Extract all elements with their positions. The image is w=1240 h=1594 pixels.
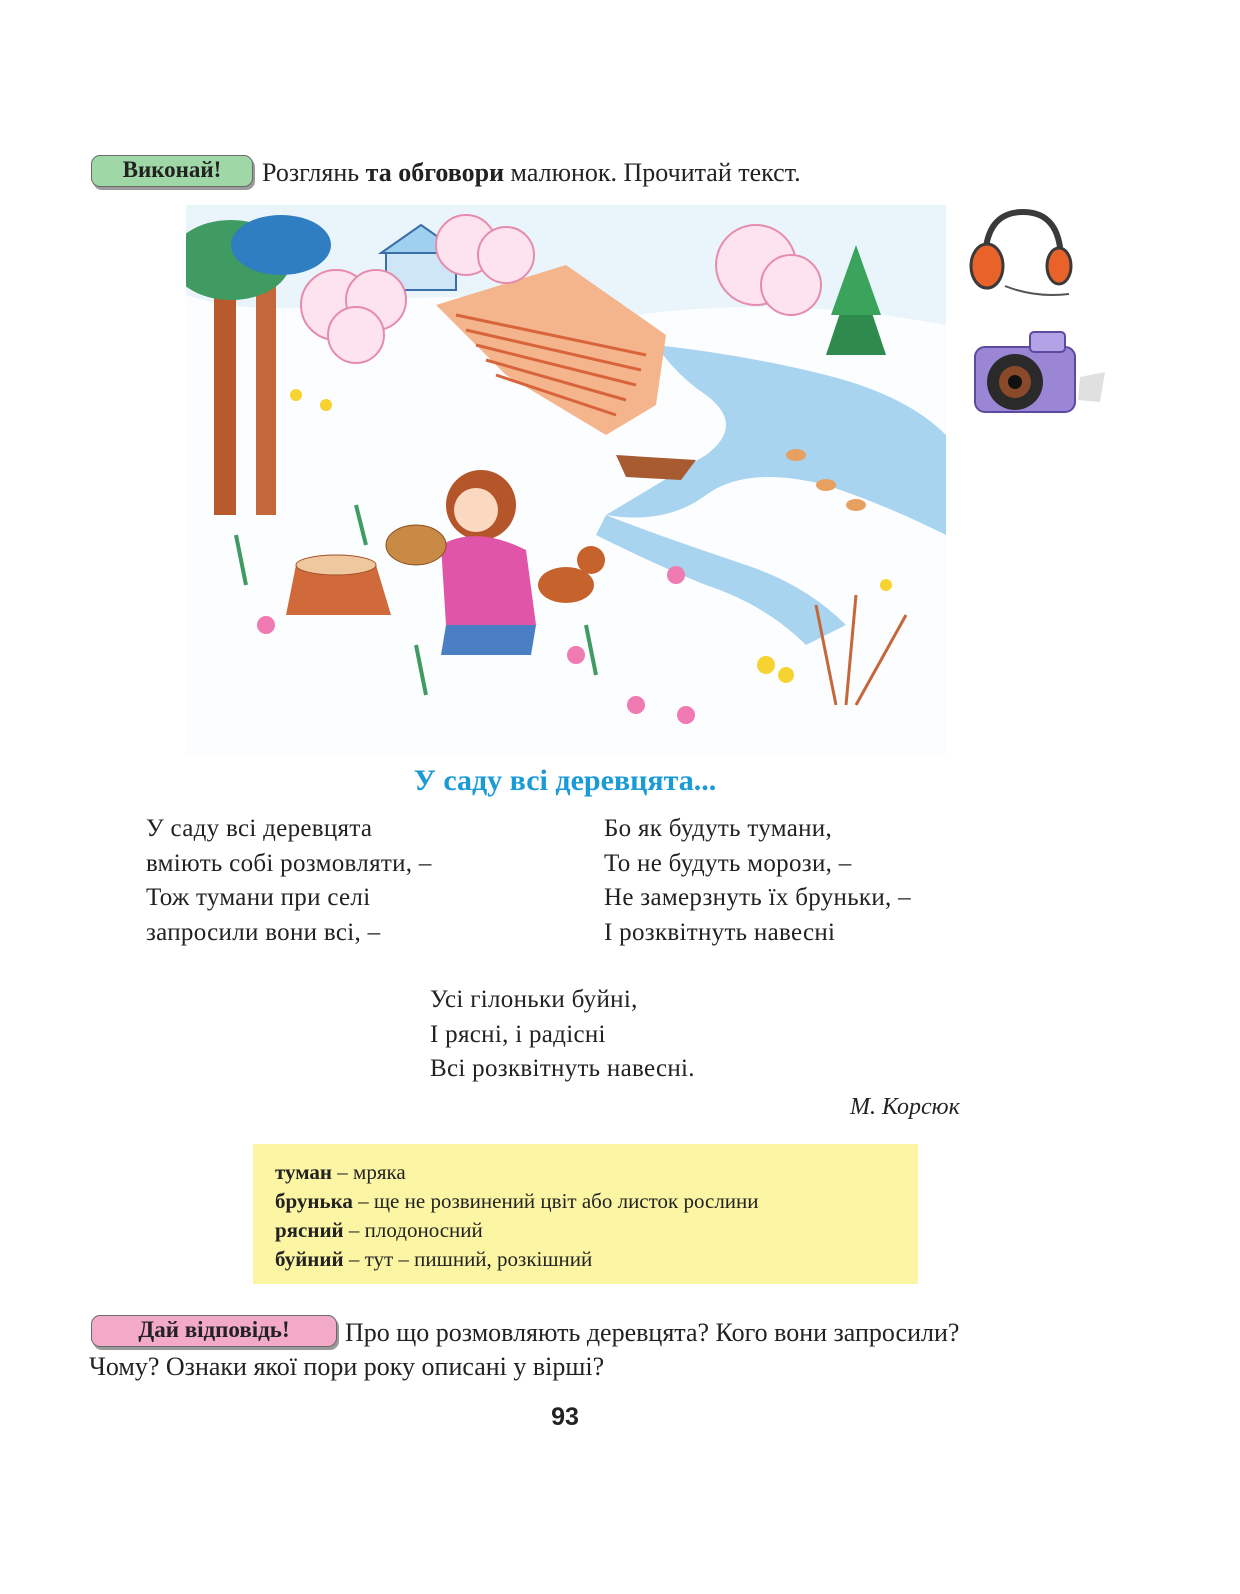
camera-icon[interactable] (970, 322, 1110, 422)
glossary-term: буйний (275, 1247, 344, 1271)
poem-title: У саду всі деревцята... (413, 764, 717, 797)
poem-stanza-final (430, 983, 695, 1087)
poem-line: І рясні, і радісні (430, 1020, 606, 1048)
question-line-1: Про що розмовляють деревцята? Кого вони запросили? (345, 1318, 960, 1347)
task-badge-do: Виконай! (91, 155, 253, 187)
poem-line: Всі розквітнуть навесні. (430, 1055, 695, 1082)
poem-stanza-right (604, 812, 911, 950)
glossary-box (253, 1144, 918, 1284)
glossary-definition: – плодоносний (343, 1218, 483, 1242)
spring-garden-illustration (186, 205, 946, 755)
poem-line: То не будуть морози, – (604, 849, 852, 877)
glossary-term: туман (275, 1160, 333, 1184)
poem-line: Тож тумани при селі (146, 884, 371, 911)
poem-author: М. Корсюк (850, 1094, 960, 1120)
headphones-icon[interactable] (965, 202, 1073, 302)
poem-stanza-left (146, 812, 432, 950)
poem-line: вміють собі розмовляти, – (146, 849, 432, 877)
glossary-term: брунька (275, 1189, 353, 1213)
glossary-entry (275, 1245, 896, 1274)
task-instruction (262, 158, 801, 188)
poem-line: Бо як будуть тумани, (604, 815, 833, 842)
instruction-bold: та обговори (365, 158, 505, 187)
page-number: 93 (551, 1403, 579, 1431)
question-line-2: Чому? Ознаки якої пори року описані у вірші? (89, 1352, 605, 1381)
instruction-part: малюнок. Прочитай текст. (504, 158, 801, 187)
poem-line: Усі гілоньки буйні, (430, 986, 638, 1013)
poem-line: І розквітнуть навесні (604, 918, 836, 946)
task-badge-answer: Дай відповідь! (91, 1315, 337, 1347)
instruction-part: Розглянь (262, 158, 366, 187)
glossary-definition: – мряка (332, 1160, 406, 1184)
glossary-definition: – тут – пишний, розкішний (343, 1247, 593, 1271)
glossary-entry (275, 1158, 896, 1187)
glossary-entry (275, 1216, 896, 1245)
poem-line: Не замерзнуть їх бруньки, – (604, 884, 911, 911)
poem-line: У саду всі деревцята (146, 815, 373, 842)
glossary-definition: – ще не розвинений цвіт або листок рослини (352, 1189, 759, 1213)
glossary-term: рясний (275, 1218, 344, 1242)
poem-line: запросили вони всі, – (146, 918, 381, 946)
glossary-entry (275, 1187, 896, 1216)
